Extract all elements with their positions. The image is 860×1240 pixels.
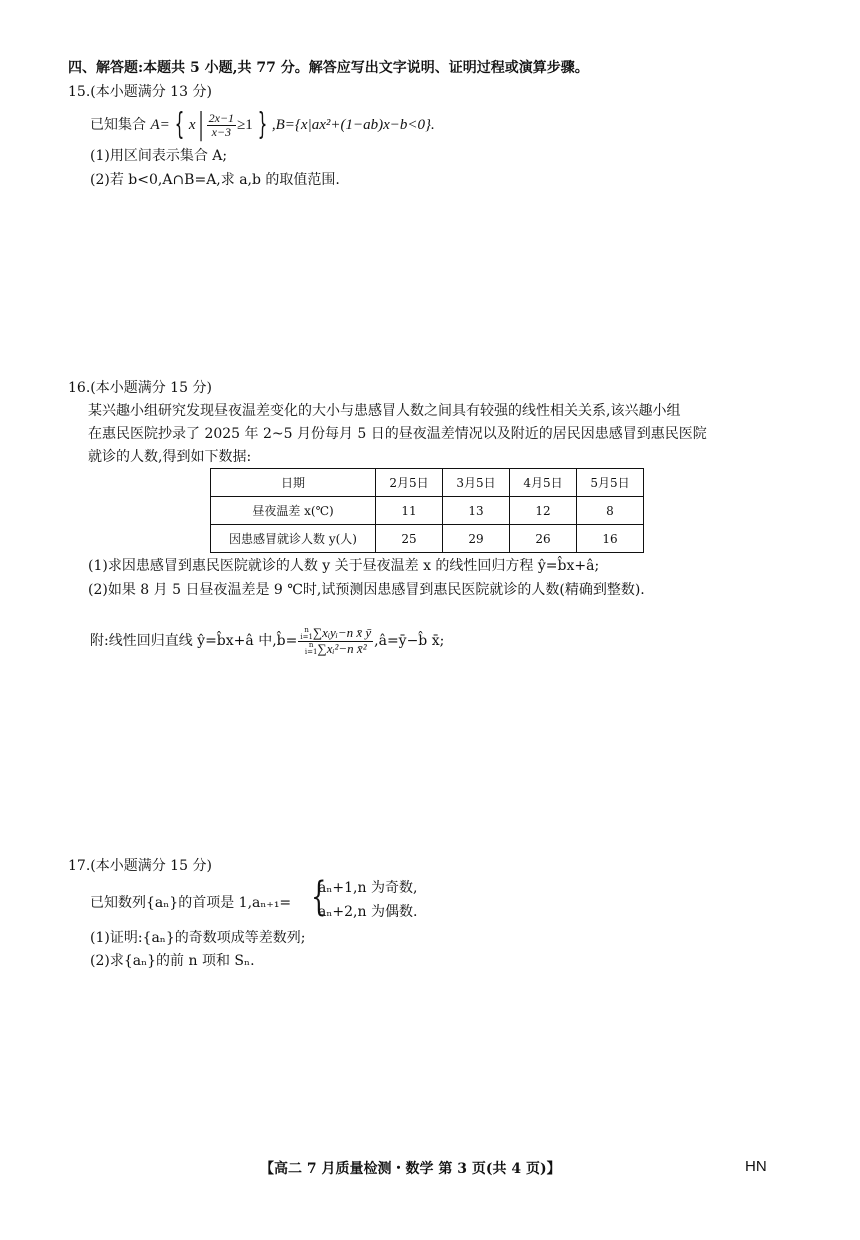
q16-num-top: n [304, 625, 309, 634]
q16-formula [90, 626, 444, 656]
table-cell: 3月5日 [443, 469, 510, 497]
q17-case2: aₙ+2,n 为偶数. [318, 904, 418, 920]
table-row [211, 497, 644, 525]
footer-code: HN [745, 1158, 767, 1175]
table-cell: 12 [510, 497, 577, 525]
table-cell: 29 [443, 525, 510, 553]
table-header-row [211, 469, 644, 497]
table-cell: 5月5日 [577, 469, 644, 497]
section-heading: 四、解答题:本题共 5 小题,共 77 分。解答应写出文字说明、证明过程或演算步骤。 [68, 60, 589, 76]
q17-part2: (2)求{aₙ}的前 n 项和 Sₙ. [90, 953, 255, 969]
table-row [211, 525, 644, 553]
q16-para-line2: 在惠民医院抄录了 2025 年 2~5 月份每月 5 日的昼夜温差情况以及附近的居民因患感冒到惠民医院 [88, 426, 707, 442]
table-cell: 2月5日 [376, 469, 443, 497]
table-cell: 昼夜温差 x(℃) [211, 497, 376, 525]
q17-stem-prefix: 已知数列{aₙ}的首项是 1,aₙ₊₁= [90, 895, 292, 911]
q16-den-top: n [308, 641, 314, 649]
table-cell: 16 [577, 525, 644, 553]
q15-ineq: ≥1 [237, 117, 253, 133]
q15-part1: (1)用区间表示集合 A; [90, 148, 228, 164]
q16-formula-prefix: 附:线性回归直线 ŷ=b̂x+â 中,b̂= [90, 633, 298, 649]
table-cell: 4月5日 [510, 469, 577, 497]
q15-stem-prefix: 已知集合 [90, 117, 151, 133]
q16-number: 16.(本小题满分 15 分) [68, 380, 212, 396]
q15-fraction [207, 112, 236, 139]
q16-para-line1: 某兴趣小组研究发现昼夜温差变化的大小与患感冒人数之间具有较强的线性相关关系,该兴趣小组 [88, 403, 681, 419]
q16-den-bottom: i=1 [304, 648, 318, 656]
q16-para-line3: 就诊的人数,得到如下数据: [88, 449, 252, 465]
q15-frac-den: x−3 [211, 124, 232, 139]
table-cell: 因患感冒就诊人数 y(人) [211, 525, 376, 553]
q15-part2: (2)若 b<0,A∩B=A,求 a,b 的取值范围. [90, 172, 340, 188]
q17-piecewise-brace: { [311, 874, 327, 920]
q17-part1: (1)证明:{aₙ}的奇数项成等差数列; [90, 930, 306, 946]
q16-formula-suffix: ,â=ȳ−b̂ x̄; [374, 633, 445, 649]
table-cell: 26 [510, 525, 577, 553]
q16-num-bottom: i=1 [300, 632, 313, 641]
q16-formula-num: ∑xᵢyᵢ−n x̄ ȳ [312, 625, 372, 640]
q15-setA-lhs: A= [150, 117, 170, 133]
table-cell: 日期 [211, 469, 376, 497]
q15-setA-var: x [188, 117, 196, 133]
q15-stem: 已知集合 A= { x| $\frac{2x-1}{x-3}$ ≥1 } ,B={x|ax²+(1−ab)x−b<0}. [90, 107, 435, 142]
table-cell: 25 [376, 525, 443, 553]
q16-data-table [210, 468, 644, 553]
table-cell: 11 [376, 497, 443, 525]
q15-frac-num: 2x−1 [208, 110, 235, 125]
q16-part1: (1)求因患感冒到惠民医院就诊的人数 y 关于昼夜温差 x 的线性回归方程 ŷ=b̂x+â; [88, 558, 600, 574]
q16-formula-fraction [298, 626, 373, 656]
q17-number: 17.(本小题满分 15 分) [68, 858, 212, 874]
page-footer: 【高二 7 月质量检测・数学 第 3 页(共 4 页)】 [260, 1161, 561, 1177]
table-cell: 13 [443, 497, 510, 525]
table-cell: 8 [577, 497, 644, 525]
q16-formula-den: ∑xᵢ²−n x̄² [317, 640, 367, 656]
q15-number: 15.(本小题满分 13 分) [68, 84, 212, 100]
q17-case1: aₙ+1,n 为奇数, [318, 880, 418, 896]
q16-part2: (2)如果 8 月 5 日昼夜温差是 9 ℃时,试预测因患感冒到惠民医院就诊的人数(精确到整数). [88, 582, 645, 598]
q15-setB: ,B={x|ax²+(1−ab)x−b<0}. [271, 117, 435, 133]
